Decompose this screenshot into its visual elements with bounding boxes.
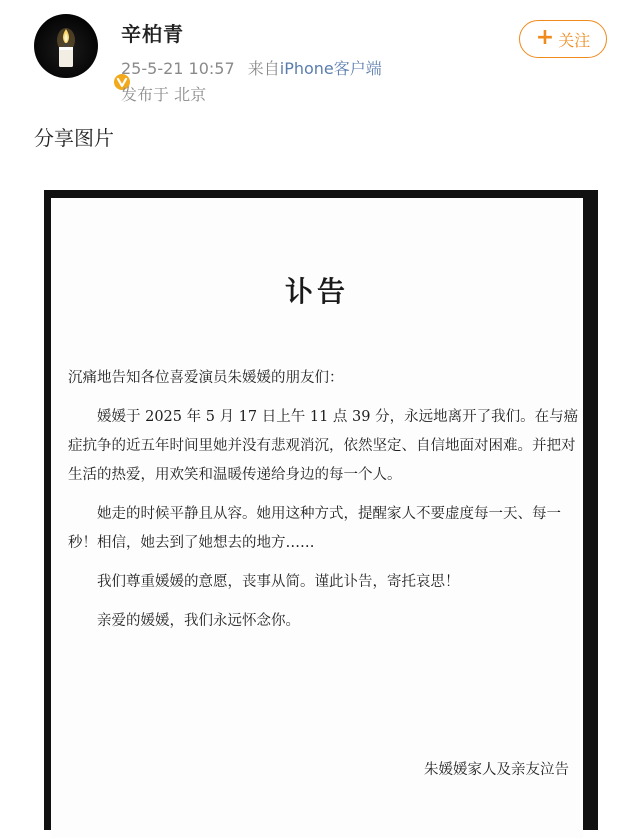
obituary-signature: 朱媛媛家人及亲友泣告 — [424, 762, 569, 778]
post-location: 发布于 北京 — [121, 85, 207, 104]
obituary-paragraph: 亲爱的媛媛，我们永远怀念你。 — [97, 613, 300, 629]
post-header — [0, 0, 640, 110]
post-timestamp: 25-5-21 10:57 — [121, 59, 235, 78]
obituary-paragraph: 她走的时候平静且从容。她用这种方式，提醒家人不要虚度每一天、每一秒！相信，她去到了她想去的地方…… — [68, 506, 561, 551]
plus-icon: + — [535, 25, 555, 50]
obituary-salutation: 沉痛地告知各位喜爱演员朱媛媛的朋友们： — [68, 370, 344, 386]
obituary-paragraph: 媛媛于 2025 年 5 月 17 日上午 11 点 39 分，永远地离开了我们。在与癌症抗争的近五年时间里她并没有悲观消沉，依然坚定、自信地面对困难。并把对生活的热爱，用欢笑和温暖传递给身边的每一个人。 — [68, 409, 579, 483]
source-prefix: 来自 — [247, 59, 280, 78]
candle-icon — [34, 14, 98, 78]
obituary-document — [51, 198, 583, 838]
obituary-title: 讣告 — [284, 275, 349, 308]
obituary-paragraph: 我们尊重媛媛的意愿，丧事从简。谨此讣告，寄托哀思！ — [97, 574, 460, 590]
post-source-link[interactable]: iPhone客户端 — [279, 59, 382, 78]
follow-label: 关注 — [558, 30, 591, 50]
post-text: 分享图片 — [34, 126, 114, 150]
avatar[interactable] — [34, 14, 98, 78]
username[interactable]: 辛柏青 — [121, 22, 184, 46]
follow-button[interactable] — [519, 20, 607, 58]
post-meta — [121, 56, 382, 79]
post-image[interactable] — [44, 190, 598, 830]
obituary-body — [68, 364, 588, 646]
